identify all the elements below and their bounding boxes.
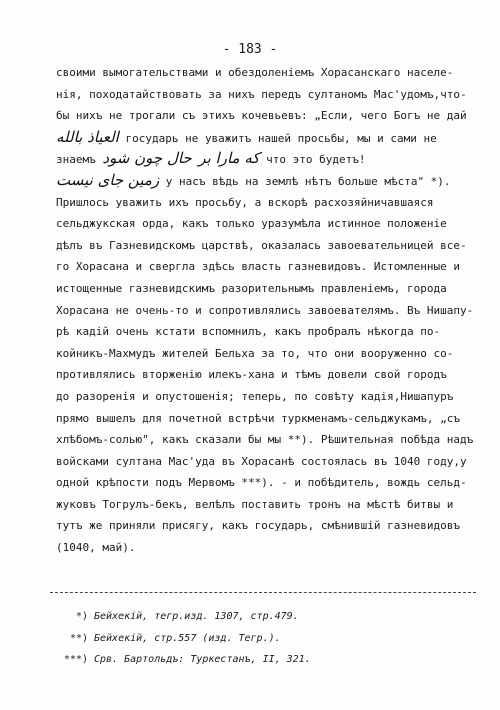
text-line-with-arabic [56,148,476,170]
text-line: дѣлъ въ Газневидскомъ царствѣ, оказалась завоевательницей все- [56,238,467,252]
text-line: одной крѣпости подъ Мервомъ ***). - и побѣдитель, вождь сельд- [56,476,467,490]
arabic-phrase: حال چون شود [102,149,192,168]
body-text [56,62,476,559]
footnote-text: Бейхекій, стр.557 (изд. Тегр.). [94,632,281,644]
footnotes [50,606,470,671]
text-line-with-arabic [56,170,476,192]
text-fragment: государь не уважитъ нашей просьбы, мы и сами не [125,131,437,145]
footnote-separator [50,592,476,593]
footnote-mark: **) [69,632,88,644]
text-line: войсками султана Мас'уда въ Хорасанѣ состоялась въ 1040 году,у [56,454,467,468]
text-line: (1040, май). [56,541,136,555]
text-line: Пришлось уважить ихъ просьбу, а вскорѣ расхозяйничавшаяся [56,195,434,209]
text-line: тутъ же приняли присягу, какъ государь, смѣнившій газневидовъ [56,519,460,533]
footnote [50,628,470,650]
footnote-text: Срв. Бартольдъ: Туркестанъ, II, 321. [94,654,311,665]
text-line: противлялись вторженію илекъ-хана и тѣмъ довели свой городъ [56,368,447,382]
arabic-phrase: زمین جای نیست [56,170,160,189]
arabic-phrase: که مارا بر [198,149,260,168]
text-fragment: что это будетъ! [266,153,366,167]
text-line: до разоренія и опустошенія; теперь, по совѣту кадія,Нишапуръ [56,389,454,403]
arabic-phrase: العياذ بالله [56,127,119,146]
text-line: нія, походатайствовать за нихъ передъ султаномъ Мас'удомъ,что- [56,87,467,101]
footnote-mark: ***) [63,654,88,665]
text-line: го Хорасана и свергла здѣсь власть газневидовъ. Истомленные и [56,260,460,274]
text-line: койникъ-Махмудъ жителей Бельха за то, что они вооруженно со- [56,346,454,360]
page-number: - 183 - [222,42,278,57]
text-fragment: у насъ вѣдь на землѣ нѣтъ больше мѣста" *). [165,174,451,188]
text-fragment: знаемъ [56,153,96,167]
text-line: прямо вышелъ для почетной встрѣчи туркменамъ-сельджукамъ, „съ [56,411,460,425]
text-line: истощенные газневидскимъ разорительнымъ правленіемъ, города [56,281,447,295]
footnote-mark: *) [75,611,88,622]
text-line: хлѣбомъ-солью", какъ сказали бы мы **). Рѣшительная побѣда надъ [56,433,474,447]
text-line: бы нихъ не трогали съ этихъ кочевьевъ: „Если, чего Богъ не дай [56,109,467,123]
text-line: жуковъ Тогрулъ-бекъ, велѣлъ поставить тронъ на мѣстѣ битвы и [56,497,454,511]
text-line: Хорасана не очень-то и сопротивлялись завоевателямъ. Въ Нишапу- [56,303,474,317]
text-line: своими вымогательствами и обездоленіемъ Хорасанскаго населе- [56,66,454,79]
text-line-with-arabic [56,127,476,149]
text-line: рѣ кадій очень кстати вспомнилъ, какъ пробралъ нѣкогда по- [56,325,441,339]
text-line: сельджукская орда, какъ только уразумѣла истинное положеніе [56,217,447,231]
footnote-text: Бейхекій, тегр.изд. 1307, стр.479. [94,611,299,622]
footnote [50,649,470,671]
footnote [50,606,470,628]
